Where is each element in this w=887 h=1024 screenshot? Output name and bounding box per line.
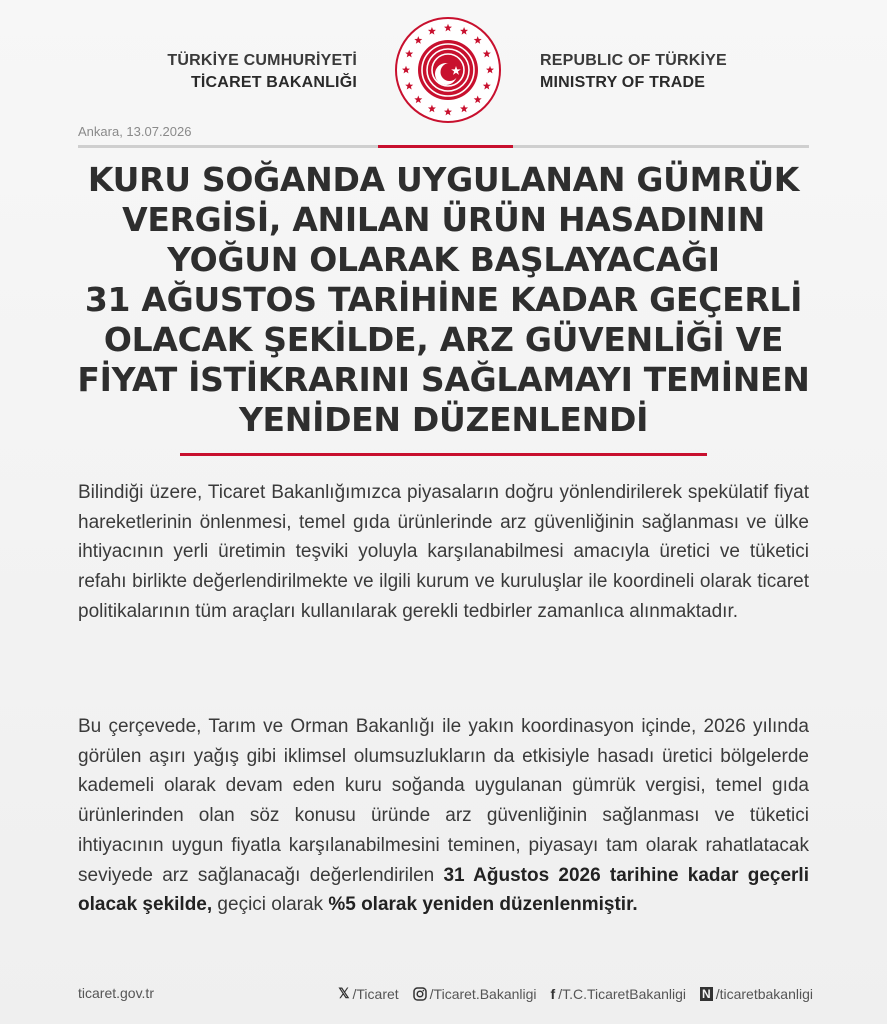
header [0,0,887,130]
paragraph-2-text: Bu çerçevede, Tarım ve Orman Bakanlığı ile yakın koordinasyon içinde, 2026 yılında görülen aşırı yağış gibi iklimsel olumsuzlukların da etkisiyle hasadı üretici bölgelerde kademeli olarak devam eden kuru soğanda uygulanan gümrük vergisi, temel gıda ürünlerinden olan söz konusu üründe arz güvenliğinin sağlanması ve tüketici ihtiyacının uygun fiyatla karşılanabilmesini teminen, piyasayı tam olarak rahatlatacak seviyede arz sağlanacağı değerlendirilen [78,716,809,886]
paragraph-1: Bilindiği üzere, Ticaret Bakanlığımızca piyasaların doğru yönlendirilerek spekülatif fiyat hareketlerinin önlenmesi, temel gıda ürünlerinde arz güvenliğinin sağlanması ve ülke ihtiyacının yerli üretimin teşviki yoluyla karşılanabilmesi amacıyla üretici ve tüketici refahı birlikte değerlendirilmekte ve ilgili kurum ve kuruluşlar ile koordineli olarak ticaret politikalarının tüm araçları kullanılarak gerekli tedbirler zamanlıca alınmaktadır. [78,482,809,622]
nsosyal-link[interactable] [700,986,813,1002]
facebook-link[interactable] [551,986,687,1002]
title-line: VERGİSİ, ANILAN ÜRÜN HASADININ [122,200,765,239]
title-line: KURU SOĞANDA UYGULANAN GÜMRÜK [87,160,800,199]
nsosyal-icon: N [702,986,711,1001]
x-link[interactable] [338,985,398,1002]
nsosyal-handle: /ticaretbakanligi [715,985,813,1002]
title-line: OLACAK ŞEKİLDE, ARZ GÜVENLİĞİ VE [103,320,784,359]
header-right-line2: MINISTRY OF TRADE [540,74,706,91]
date-line: Ankara, 13.07.2026 [78,124,192,139]
paragraph-2-text-mid: geçici olarak [212,894,329,916]
header-left-line2: TİCARET BAKANLIĞI [190,74,357,91]
page-title [60,160,827,440]
header-left-text [167,50,357,94]
instagram-handle: /Ticaret.Bakanligi [429,985,537,1002]
website-link[interactable]: ticaret.gov.tr [78,985,154,1001]
title-line: YOĞUN OLARAK BAŞLAYACAĞI [167,240,720,279]
facebook-icon: f [550,985,556,1002]
top-divider [78,145,809,148]
paragraph-2-bold-date: 31 Ağustos 2026 tarihine kadar geçerli olacak şekilde, [78,864,809,916]
x-handle: /Ticaret [352,985,399,1002]
paragraph-2 [78,712,809,920]
header-right-line1: REPUBLIC OF TÜRKİYE [540,52,727,69]
title-divider [180,453,707,456]
title-line: YENİDEN DÜZENLENDİ [238,400,649,439]
paragraph-2-bold-rate: %5 olarak yeniden düzenlenmiştir. [328,894,638,916]
header-right-text [540,50,727,94]
top-divider-accent [378,145,513,148]
instagram-link[interactable] [413,986,537,1002]
instagram-icon [413,987,427,1001]
social-links [338,985,813,1002]
title-line: FİYAT İSTİKRARINI SAĞLAMAYI TEMİNEN [77,360,810,399]
x-icon: 𝕏 [338,985,350,1001]
title-line: 31 AĞUSTOS TARİHİNE KADAR GEÇERLİ [84,280,803,319]
facebook-handle: /T.C.TicaretBakanligi [558,985,687,1002]
footer [78,985,813,1005]
star-crescent-emblem-icon [394,16,502,124]
header-left-line1: TÜRKİYE CUMHURİYETİ [167,52,357,69]
